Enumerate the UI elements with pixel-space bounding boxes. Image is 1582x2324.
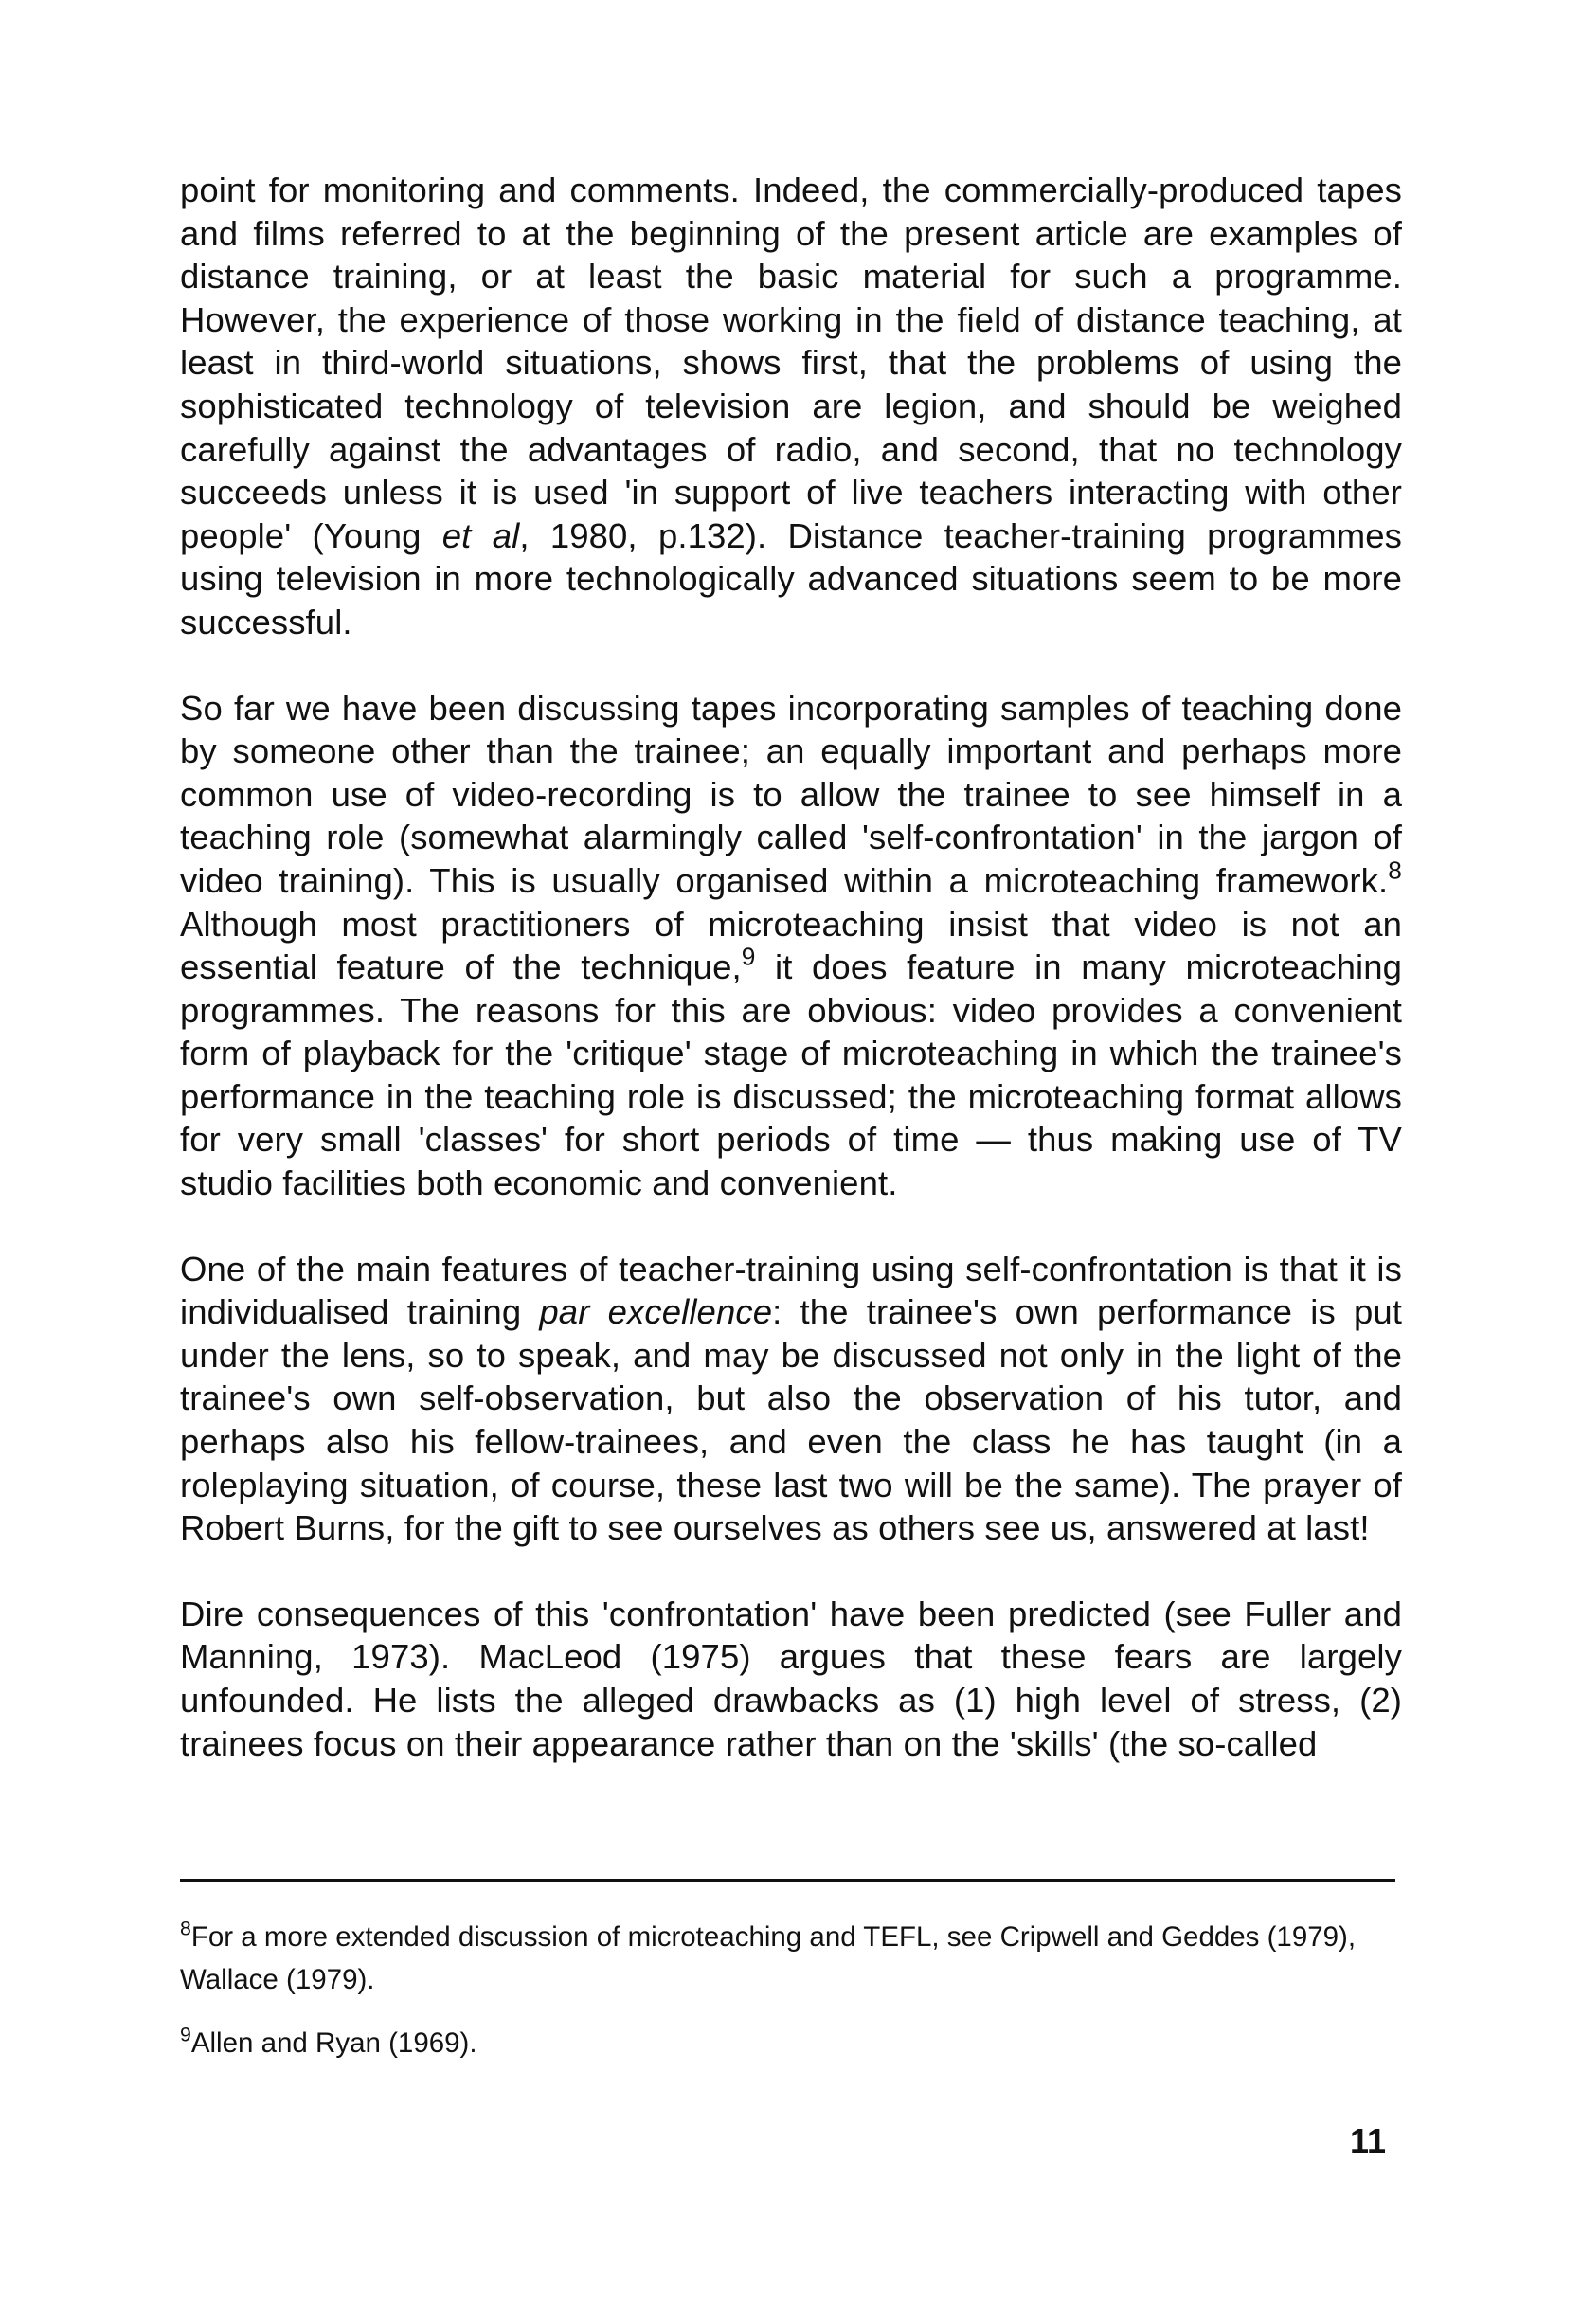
paragraph-2-tail: it does feature in many microteaching programmes. The reasons for this are obvious: video provides a convenient form of playback for the 'critique' stage of microteaching in which the trainee's performance in the teaching role is discussed; the microteaching format allows for very small 'classes' for short periods of time — thus making use of TV studio facilities both economic and convenient. [180,947,1403,1203]
paragraph-4-text: Dire consequences of this 'confrontation' have been predicted (see Fuller and Manning, 1973). MacLeod (1975) argues that these fears are largely unfounded. He lists the alleged drawbacks as (1) high level of stress, (2) trainees focus on their appearance rather than on the 'skills' (the so-called [180,1594,1402,1763]
paragraph-2-mid: Although most practitioners of microteaching insist that video is not an essential feature of the technique, [180,904,1402,987]
footnote-ref-8: 8 [1388,856,1402,885]
paragraph-1-italic: et al [441,515,520,555]
footnote-8-text: For a more extended discussion of microteaching and TEFL, see Cripwell and Geddes (1979), Wallace (1979). [180,1921,1357,1995]
paragraph-3-tail: : the trainee's own performance is put under the lens, so to speak, and may be discussed not only in the light of the trainee's own self-observation, but also the observation of his tutor, and perhaps also his fellow-trainees, and even the class he has taught (in a roleplaying situation, of course, these last two will be the same). The prayer of Robert Burns, for the gift to see ourselves as others see us, answered at last! [180,1292,1402,1548]
footnote-9-text: Allen and Ryan (1969). [190,2027,477,2059]
paragraph-1-tail: , 1980, p.132). Distance teacher-training programmes using television in more technologically advanced situations seem to be more successful. [180,515,1402,641]
footnote-divider [180,1879,1395,1882]
paragraph-3-italic: par excellence [539,1292,773,1332]
paragraph-4 [180,1593,1402,1765]
footnote-8 [180,1916,1402,2001]
paragraph-1 [180,169,1402,644]
page-number: 11 [1349,2121,1386,2160]
footnote-ref-9: 9 [741,942,756,971]
paragraph-2-text: So far we have been discussing tapes incorporating samples of teaching done by someone other than the trainee; an equally important and perhaps more common use of video-recording is to allow the trainee to see himself in a teaching role (somewhat alarmingly called 'self-confrontation' in the jargon of video training). This is usually organised within a microteaching framework. [180,688,1402,900]
footnote-8-marker: 8 [180,1917,191,1940]
footnote-9-marker: 9 [180,2023,191,2046]
paragraph-2 [180,687,1402,1205]
paragraph-1-text: point for monitoring and comments. Indeed, the commercially-produced tapes and films referred to at the beginning of the present article are examples of distance training, or at least the basic material for such a programme. However, the experience of those working in the field of distance teaching, at least in third-world situations, shows first, that the problems of using the sophisticated technology of television are legion, and should be weighed carefully against the advantages of radio, and second, that no technology succeeds unless it is used 'in support of live teachers interacting with other people' (Young [180,171,1402,555]
page-body [180,169,1402,1765]
footnote-9 [180,2022,1402,2064]
footnotes [180,1916,1402,2064]
paragraph-3 [180,1248,1402,1550]
paragraph-3-text: One of the main features of teacher-training using self-confrontation is that it is individualised training [180,1249,1402,1332]
